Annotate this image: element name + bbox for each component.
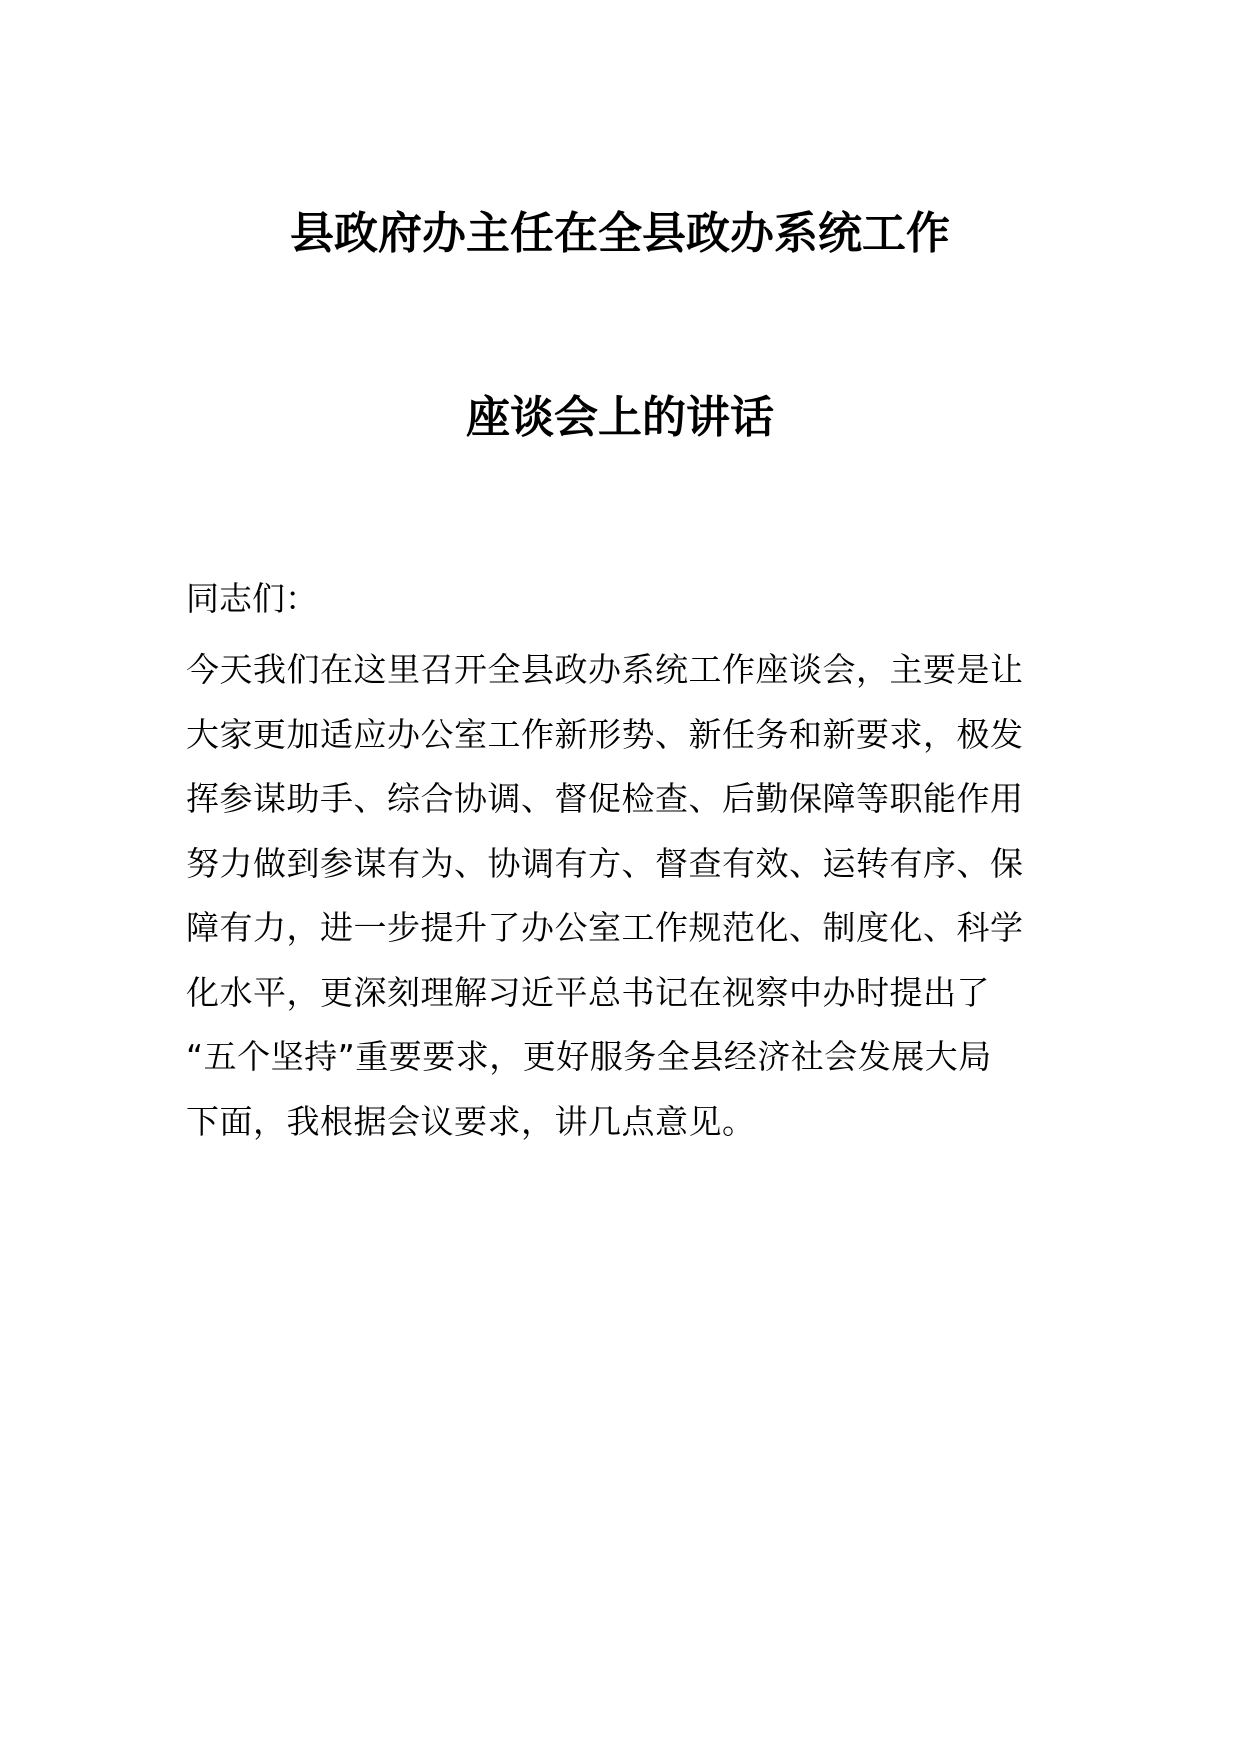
paragraph-line: 努力做到参谋有为、协调有方、督查有效、运转有序、保 [186,843,1024,883]
paragraph-line: 大家更加适应办公室工作新形势、新任务和新要求，极发 [186,714,1024,754]
paragraph-line: 下面，我根据会议要求，讲几点意见。 [186,1101,756,1141]
title-line-2: 座谈会上的讲话 [466,392,774,443]
title-line-1: 县政府办主任在全县政办系统工作 [290,208,950,259]
paragraph-line: “五个坚持”重要要求，更好服务全县经济社会发展大局 [186,1037,992,1076]
paragraph-line: 挥参谋助手、综合协调、督促检查、后勤保障等职能作用 [186,779,1024,818]
paragraph-line: 今天我们在这里召开全县政办系统工作座谈会，主要是让 [186,650,1024,689]
paragraph-line: 化水平，更深刻理解习近平总书记在视察中办时提出了 [186,972,990,1012]
speech-paragraph [186,638,1066,1154]
paragraph-line: 障有力，进一步提升了办公室工作规范化、制度化、科学 [186,908,1024,947]
salutation: 同志们： [186,579,318,618]
